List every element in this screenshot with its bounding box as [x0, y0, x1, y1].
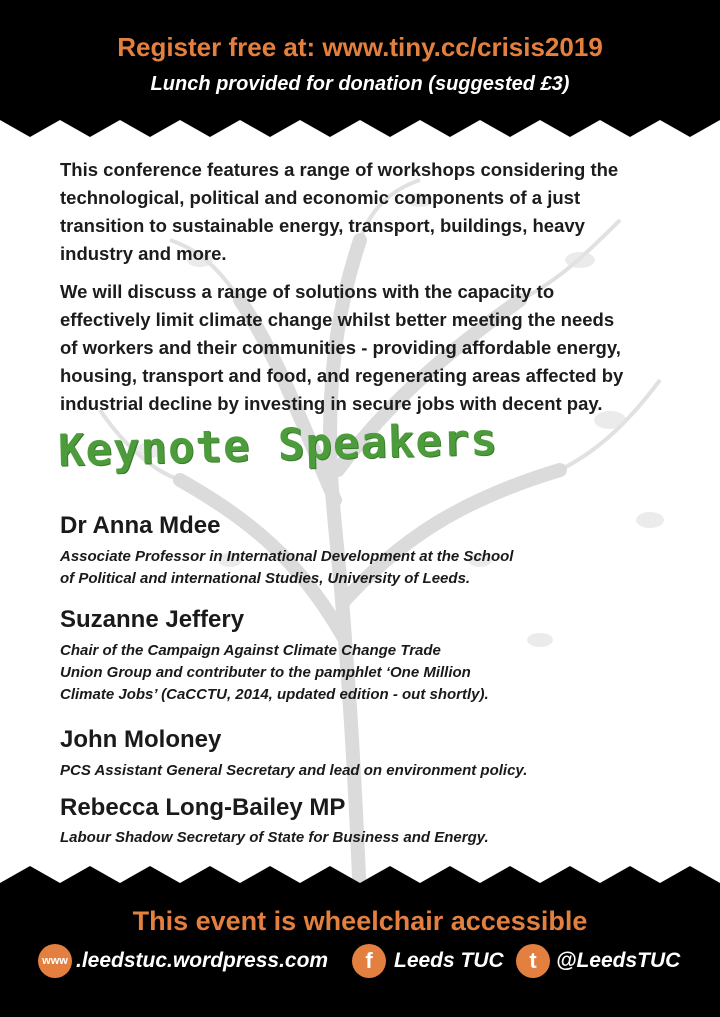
website-link[interactable]: .leedstuc.wordpress.com [76, 949, 329, 972]
twitter-link[interactable]: @LeedsTUC [556, 949, 681, 972]
role-line: Union Group and contributer to the pamphlet ‘One Million [60, 664, 471, 681]
intro-paragraph-1 [60, 156, 680, 268]
twitter-contact [516, 944, 680, 978]
intro-paragraph-2 [60, 278, 680, 418]
role-line: Labour Shadow Secretary of State for Business and Energy. [60, 829, 489, 846]
registration-text: Register free at: www.tiny.cc/crisis2019 [117, 32, 603, 62]
speaker-name-anna-mdee: Dr Anna Mdee [60, 512, 221, 539]
role-line: of Political and international Studies, University of Leeds. [60, 570, 471, 587]
speaker-name-john-moloney: John Moloney [60, 726, 222, 753]
role-line: Chair of the Campaign Against Climate Change Trade [60, 642, 441, 659]
speaker-role-john-moloney [60, 760, 620, 782]
accessibility-note: This event is wheelchair accessible [132, 906, 588, 936]
intro-line: transition to sustainable energy, transport, buildings, heavy [60, 215, 585, 236]
speaker-role-anna-mdee [60, 546, 620, 590]
intro-line: technological, political and economic components of a just [60, 187, 581, 208]
role-line: PCS Assistant General Secretary and lead on environment policy. [60, 762, 528, 779]
intro-line: housing, transport and food, and regenerating areas affected by [60, 365, 624, 386]
intro-line: This conference features a range of workshops considering the [60, 159, 619, 180]
lunch-note: Lunch provided for donation (suggested £3) [150, 73, 570, 95]
facebook-link[interactable]: Leeds TUC [394, 949, 504, 972]
footer-band [0, 866, 720, 1017]
role-line: Climate Jobs’ (CaCCTU, 2014, updated edition - out shortly). [60, 686, 489, 703]
intro-line: We will discuss a range of solutions with the capacity to [60, 281, 555, 302]
speaker-role-rebecca-long-bailey [60, 827, 620, 849]
intro-line: effectively limit climate change whilst better meeting the needs [60, 309, 615, 330]
speaker-name-suzanne-jeffery: Suzanne Jeffery [60, 606, 245, 633]
twitter-icon: t [516, 944, 550, 978]
website-contact [38, 944, 328, 978]
intro-line: industrial decline by investing in secure jobs with decent pay. [60, 393, 603, 414]
facebook-icon: f [352, 944, 386, 978]
footer-zigzag-shape [0, 866, 720, 1017]
intro-line: industry and more. [60, 243, 227, 264]
keynote-speakers-heading: Keynote Speakers [57, 414, 499, 477]
role-line: Associate Professor in International Development at the School [60, 548, 514, 565]
speaker-role-suzanne-jeffery [60, 640, 620, 706]
website-icon: www [38, 944, 72, 978]
intro-line: of workers and their communities - providing affordable energy, [60, 337, 621, 358]
speaker-name-rebecca-long-bailey: Rebecca Long-Bailey MP [60, 794, 346, 821]
facebook-contact [352, 944, 504, 978]
